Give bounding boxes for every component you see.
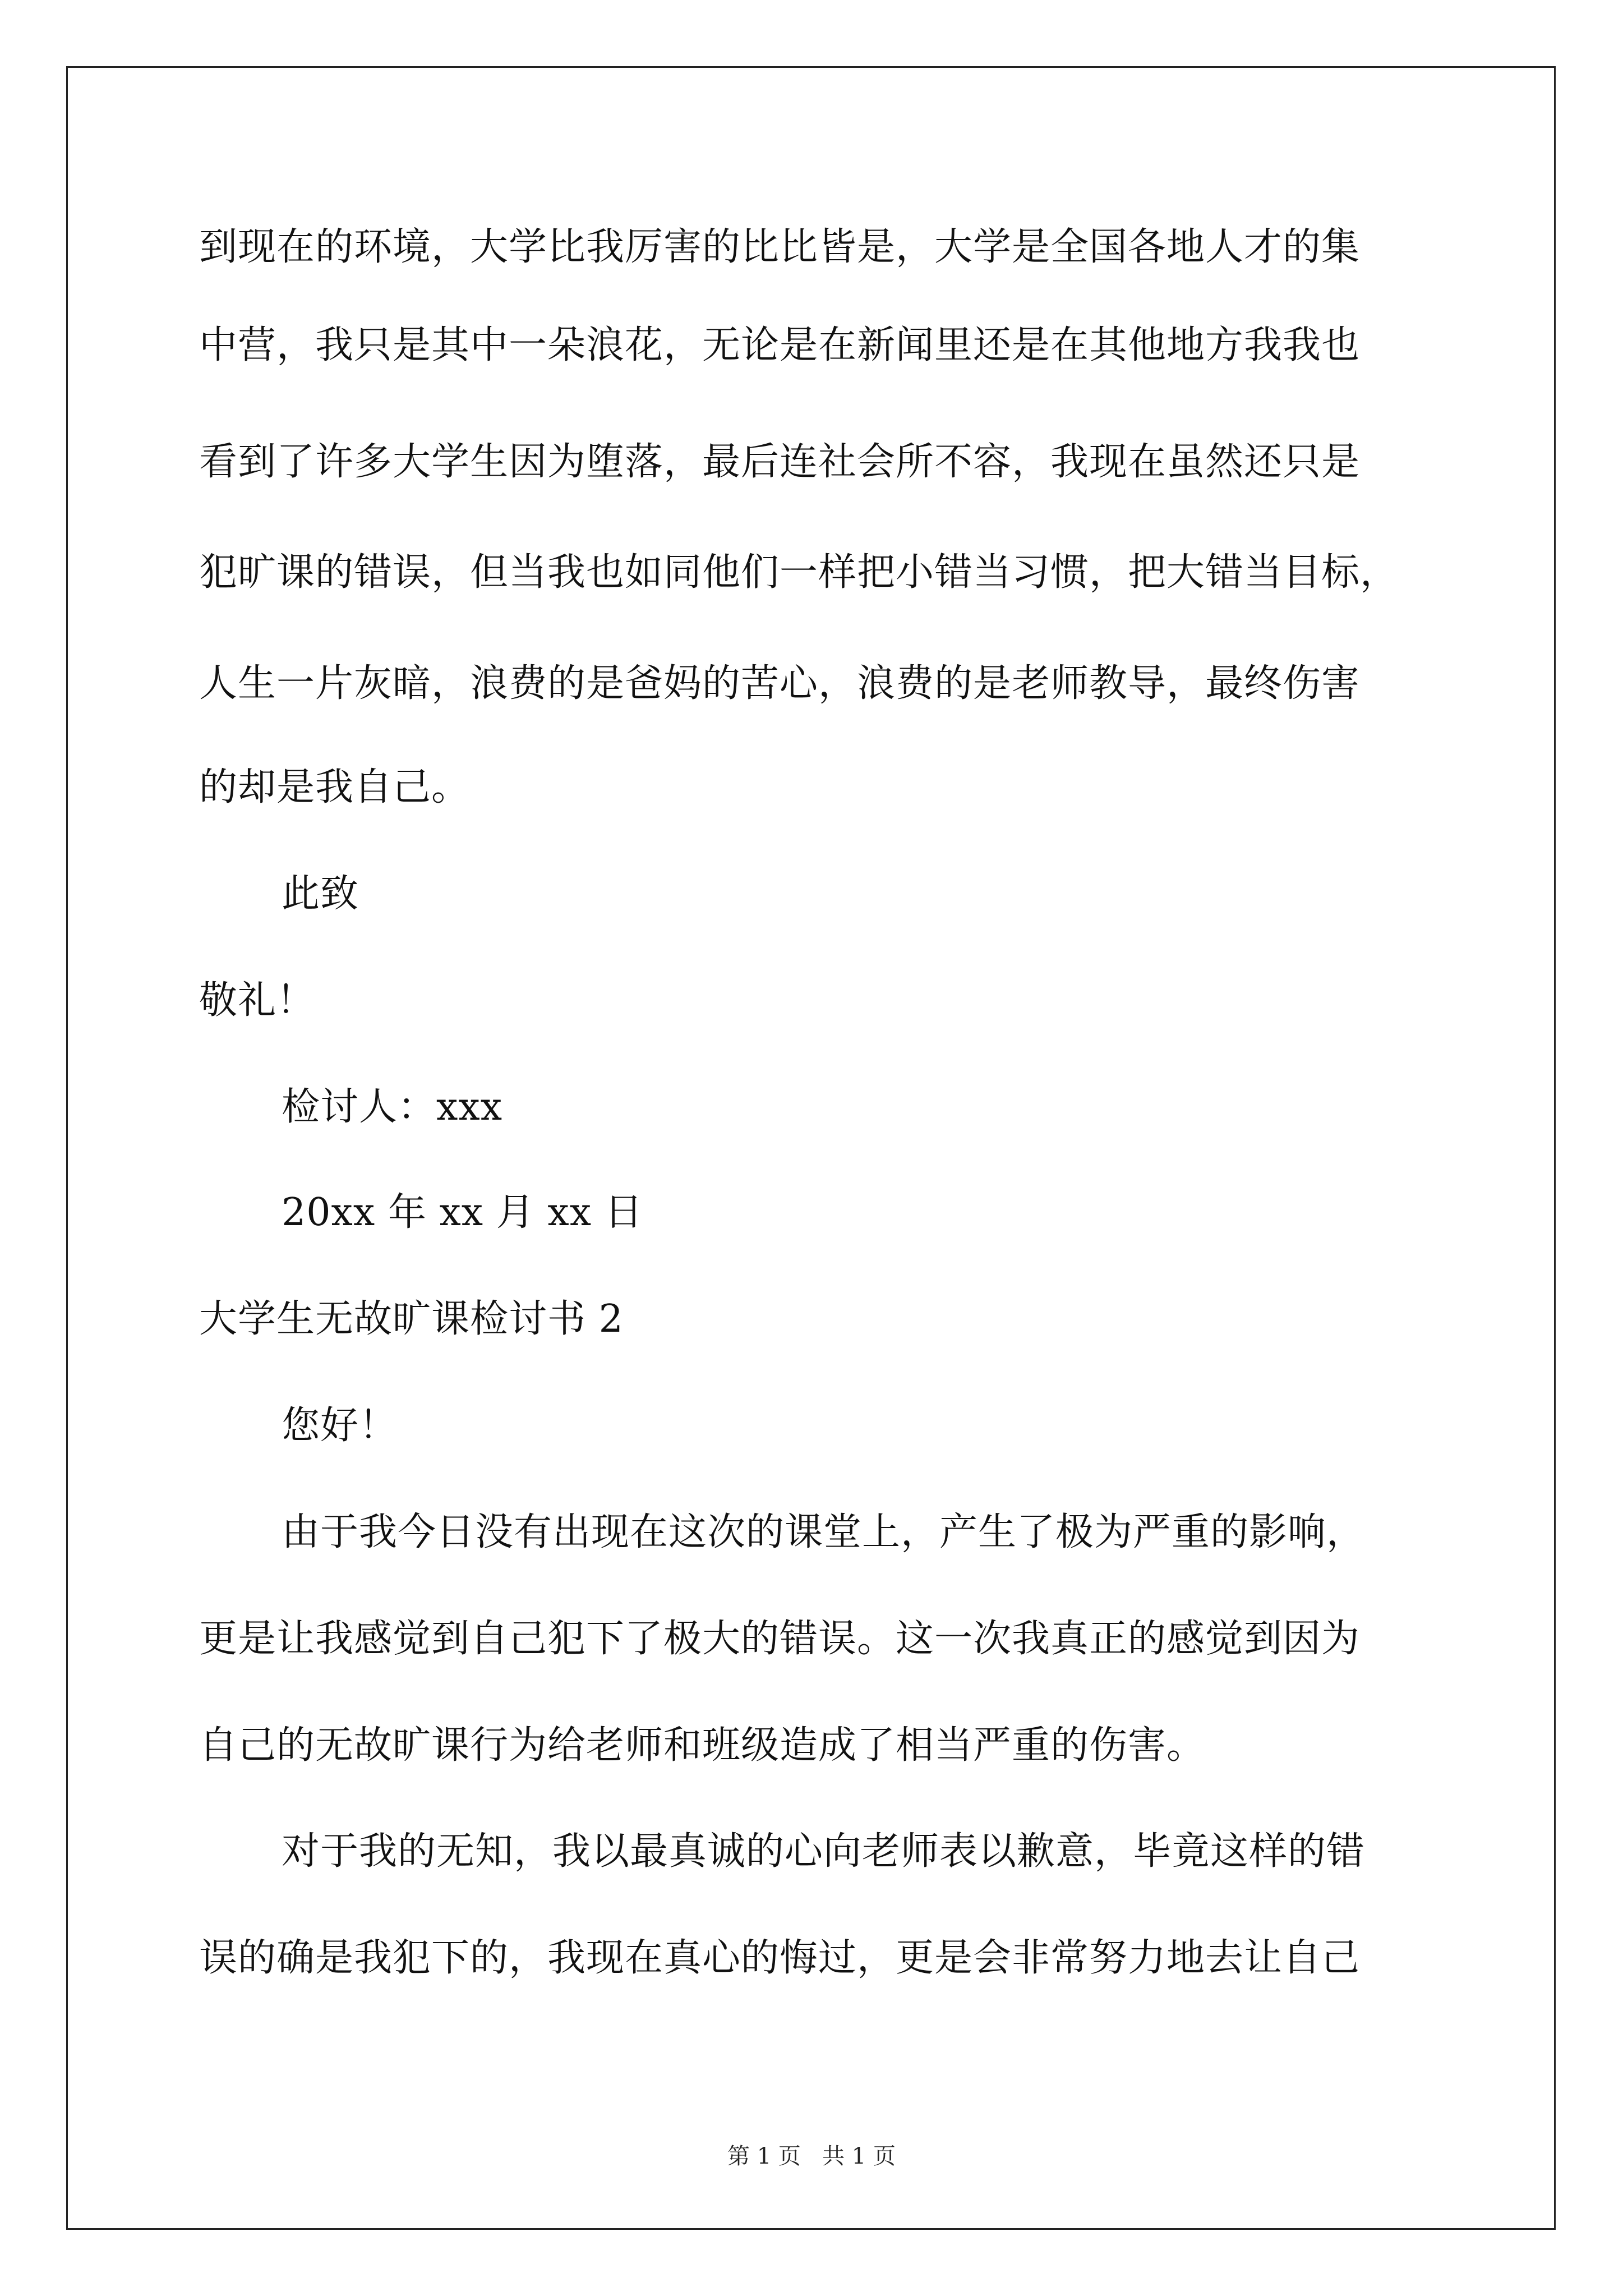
paragraph-line: 看到了许多大学生因为堕落，最后连社会所不容，我现在虽然还只是	[199, 440, 1361, 484]
paragraph-line: 由于我今日没有出现在这次的课堂上，产生了极为严重的影响，	[282, 1510, 1366, 1554]
paragraph-line: 犯旷课的错误，但当我也如同他们一样把小错当习惯，把大错当目标，	[199, 550, 1399, 595]
paragraph-line: 人生一片灰暗，浪费的是爸妈的苦心，浪费的是老师教导，最终伤害	[199, 661, 1361, 706]
section-title: 大学生无故旷课检讨书 2	[199, 1297, 624, 1341]
page-border	[66, 66, 1556, 2230]
signature-date: 20xx 年 xx 月 xx 日	[282, 1190, 643, 1235]
paragraph-line: 到现在的环境，大学比我厉害的比比皆是，大学是全国各地人才的集	[199, 225, 1361, 269]
paragraph-line: 误的确是我犯下的，我现在真心的悔过，更是会非常努力地去让自己	[199, 1936, 1361, 1980]
page-footer: 第 1 页 共 1 页	[727, 2143, 896, 2169]
signature-name: 检讨人：xxx	[282, 1085, 503, 1129]
paragraph-line: 对于我的无知，我以最真诚的心向老师表以歉意，毕竟这样的错	[282, 1829, 1366, 1874]
paragraph-line: 更是让我感觉到自己犯下了极大的错误。这一次我真正的感觉到因为	[199, 1617, 1361, 1661]
paragraph-line: 中营，我只是其中一朵浪花，无论是在新闻里还是在其他地方我我也	[199, 323, 1361, 367]
paragraph-line: 的却是我自己。	[199, 765, 471, 809]
paragraph-line: 自己的无故旷课行为给老师和班级造成了相当严重的伤害。	[199, 1723, 1206, 1768]
closing-salutation: 此致	[282, 872, 359, 916]
greeting: 您好！	[282, 1404, 398, 1448]
closing-regards: 敬礼！	[199, 978, 316, 1023]
